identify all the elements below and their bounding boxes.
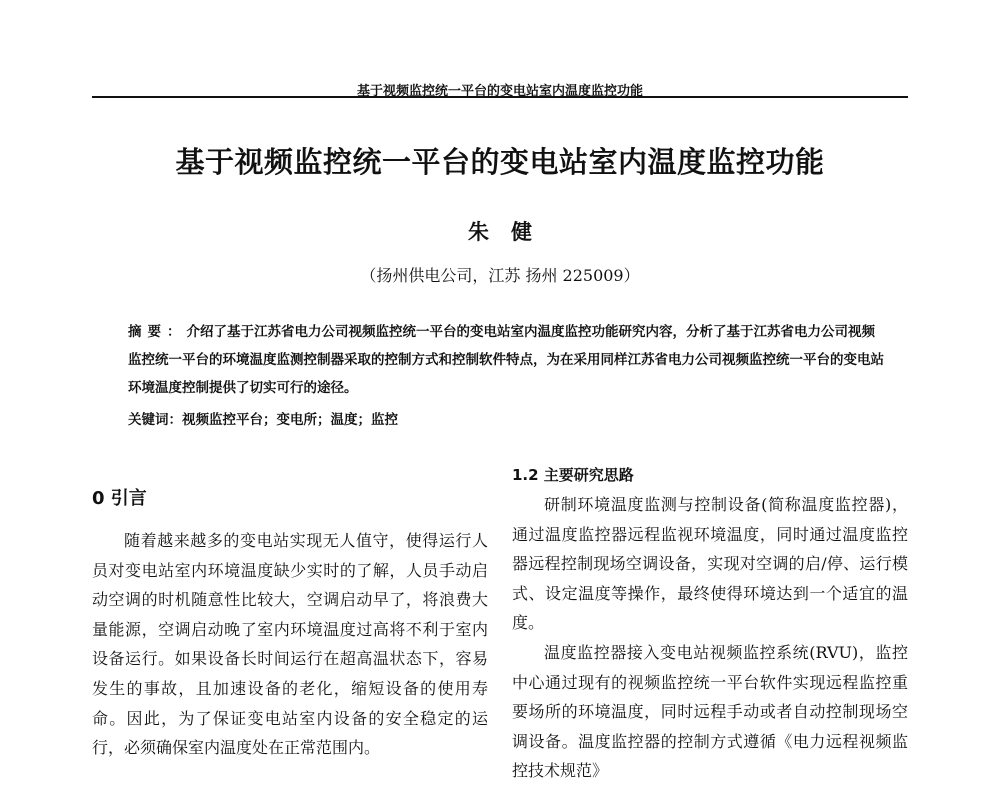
abstract-label: 摘要： — [128, 324, 187, 340]
paper-title: 基于视频监控统一平台的变电站室内温度监控功能 — [175, 145, 825, 179]
right-column — [512, 460, 908, 786]
left-column — [92, 484, 488, 763]
abstract — [128, 318, 888, 402]
intro-paragraph: 随着越来越多的变电站实现无人值守，使得运行人员对变电站室内环境温度缺少实时的了解，人员手动启动空调的时机随意性比较大，空调启动早了，将浪费大量能源，空调启动晚了室内环境温度过高将不利于室内设备运行。如果设备长时间运行在超高温状态下，容易发生的事故，且加速设备的老化，缩短设备的使用寿命。因此，为了保证变电站室内设备的安全稳定的运行，必须确保室内温度处在正常范围内。 — [92, 531, 488, 758]
abstract-text: 介绍了基于江苏省电力公司视频监控统一平台的变电站室内温度监控功能研究内容，分析了基于江苏省电力公司视频监控统一平台的环境温度监测控制器采取的控制方式和控制软件特点，为在采用同样江苏省电力公司视频监控统一平台的变电站环境温度控制提供了切实可行的途径。 — [128, 324, 884, 396]
research-paragraph-1: 研制环境温度监测与控制设备(简称温度监控器)，通过温度监控器远程监视环境温度，同时通过温度监控器远程控制现场空调设备，实现对空调的启/停、运行模式、设定温度等操作，最终使得环境达到一个适宜的温度。 — [512, 495, 908, 633]
keywords — [128, 408, 888, 432]
running-header: 基于视频监控统一平台的变电站室内温度监控功能 — [356, 84, 643, 99]
section-heading-introduction: 0 引言 — [92, 488, 147, 509]
research-paragraph-2: 温度监控器接入变电站视频监控系统(RVU)，监控中心通过现有的视频监控统一平台软件实现远程监控重要场所的环境温度，同时远程手动或者自动控制现场空调设备。温度监控器的控制方式遵循《电力远程视频监控技术规范》 — [512, 642, 908, 781]
keywords-text: 视频监控平台；变电所；温度；监控 — [182, 412, 398, 428]
keywords-label: 关键词： — [128, 412, 182, 428]
heading-gap — [92, 514, 488, 526]
author-affiliation: （扬州供电公司，江苏 扬州 225009） — [360, 266, 640, 285]
header-rule — [92, 96, 908, 98]
subsection-heading-research-approach: 1.2 主要研究思路 — [512, 466, 634, 484]
author-name: 朱健 — [468, 219, 554, 244]
